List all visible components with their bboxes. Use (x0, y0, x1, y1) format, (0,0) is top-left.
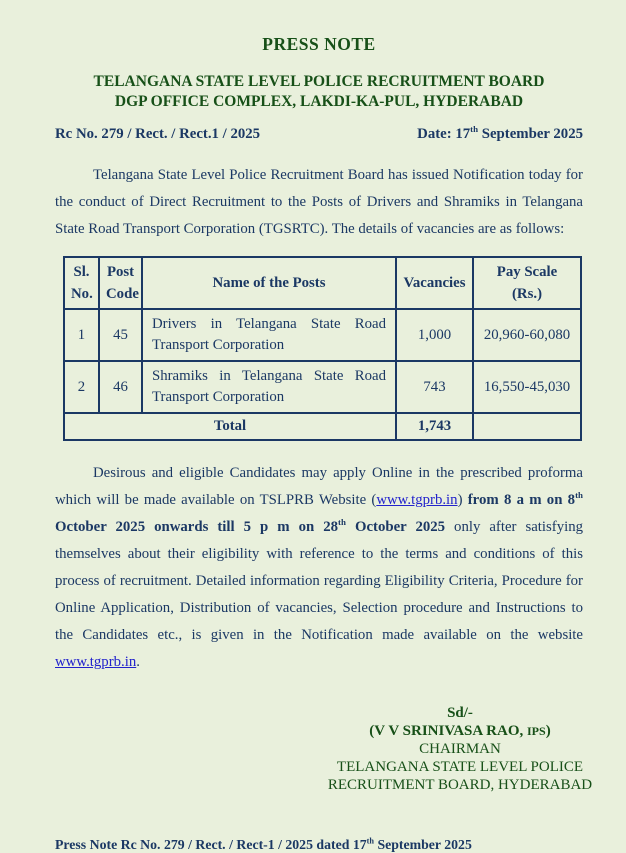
apply-text-2: ) (457, 492, 468, 508)
cell-sl-no: 2 (64, 361, 99, 413)
signature-name-close: ) (545, 723, 551, 739)
cell-vacancies: 1,000 (396, 309, 473, 361)
apply-text-1: Desirous and eligible Candidates may apply Online in the prescribed proforma which will be made available on TSLPRB Website ( (55, 465, 583, 508)
signature-ips-label: IPS (527, 724, 546, 738)
apply-bold-text-1: from 8 a m on 8 (467, 492, 576, 508)
date-text-rest: September 2025 (478, 126, 583, 142)
col-header-post-code: Post Code (99, 257, 142, 309)
org-title-block (55, 72, 583, 112)
signature-org-line2: RECRUITMENT BOARD, HYDERABAD (327, 777, 593, 793)
vacancy-table (63, 256, 582, 441)
total-label: Total (64, 413, 396, 440)
cell-vacancies: 743 (396, 361, 473, 413)
signature-designation: CHAIRMAN (419, 741, 501, 757)
total-pay-scale-empty (473, 413, 581, 440)
footer-text-rest: September 2025 (374, 837, 472, 852)
apply-text-3: only after satisfying themselves about their eligibility with reference to the terms and conditions of this process of recruitment. Detailed information regarding Eligibility Criteria, Procedure for Online Application, Distribution of vacancies, Selection procedure and Instructions to the Candidates etc., is given in the Notification made available on the website (55, 519, 584, 643)
org-title-line1: TELANGANA STATE LEVEL POLICE RECRUITMENT BOARD (93, 73, 545, 90)
document-date (417, 126, 583, 143)
signature-org-line1: TELANGANA STATE LEVEL POLICE (336, 759, 584, 775)
signature-name (295, 722, 625, 740)
table-row (64, 361, 581, 413)
page-title: PRESS NOTE (262, 34, 376, 54)
cell-post-code: 46 (99, 361, 142, 413)
cell-post-name: Shramiks in Telangana State Road Transport Corporation (142, 361, 396, 413)
intro-paragraph: Telangana State Level Police Recruitment Board has issued Notification today for the conduct of Direct Recruitment to the Posts of Drivers and Shramiks in Telangana State Road Transport Corporation (TGSRTC). The details of vacancies are as follows: (55, 167, 583, 237)
cell-pay-scale: 16,550-45,030 (473, 361, 581, 413)
table-row (64, 309, 581, 361)
signature-name-text: (V V SRINIVASA RAO, (369, 723, 527, 739)
cell-sl-no: 1 (64, 309, 99, 361)
tgprb-website-link-2[interactable]: www.tgprb.in (55, 654, 137, 670)
tgprb-website-link[interactable]: www.tgprb.in (376, 492, 458, 508)
cell-post-name: Drivers in Telangana State Road Transport Corporation (142, 309, 396, 361)
apply-paragraph (55, 460, 583, 676)
cell-post-code: 45 (99, 309, 142, 361)
table-total-row (64, 413, 581, 440)
apply-text-4: . (136, 654, 140, 670)
footer-text: Press Note Rc No. 279 / Rect. / Rect-1 / 2025 dated 17 (55, 837, 367, 852)
footer-ordinal-suffix: th (366, 836, 374, 846)
cell-pay-scale: 20,960-60,080 (473, 309, 581, 361)
col-header-sl-no: Sl. No. (64, 257, 99, 309)
reference-row (55, 126, 583, 143)
apply-bold-text-2: October 2025 onwards till 5 p m on 28 (55, 519, 339, 535)
col-header-vacancies: Vacancies (396, 257, 473, 309)
rc-number: Rc No. 279 / Rect. / Rect.1 / 2025 (55, 126, 261, 142)
signature-block (295, 704, 625, 794)
date-ordinal-suffix: th (470, 124, 479, 135)
apply-bold-text-3: October 2025 (345, 519, 446, 535)
end-date-ordinal-suffix: th (338, 517, 346, 528)
table-header-row (64, 257, 581, 309)
signature-sd: Sd/- (447, 705, 473, 721)
org-title-line2: DGP OFFICE COMPLEX, LAKDI-KA-PUL, HYDERABAD (114, 93, 524, 110)
col-header-post-name: Name of the Posts (142, 257, 396, 309)
col-header-pay-scale: Pay Scale (Rs.) (473, 257, 581, 309)
total-vacancies: 1,743 (396, 413, 473, 440)
date-text: Date: 17 (417, 126, 471, 142)
start-date-ordinal-suffix: th (575, 490, 583, 501)
footer-reference (55, 837, 583, 853)
